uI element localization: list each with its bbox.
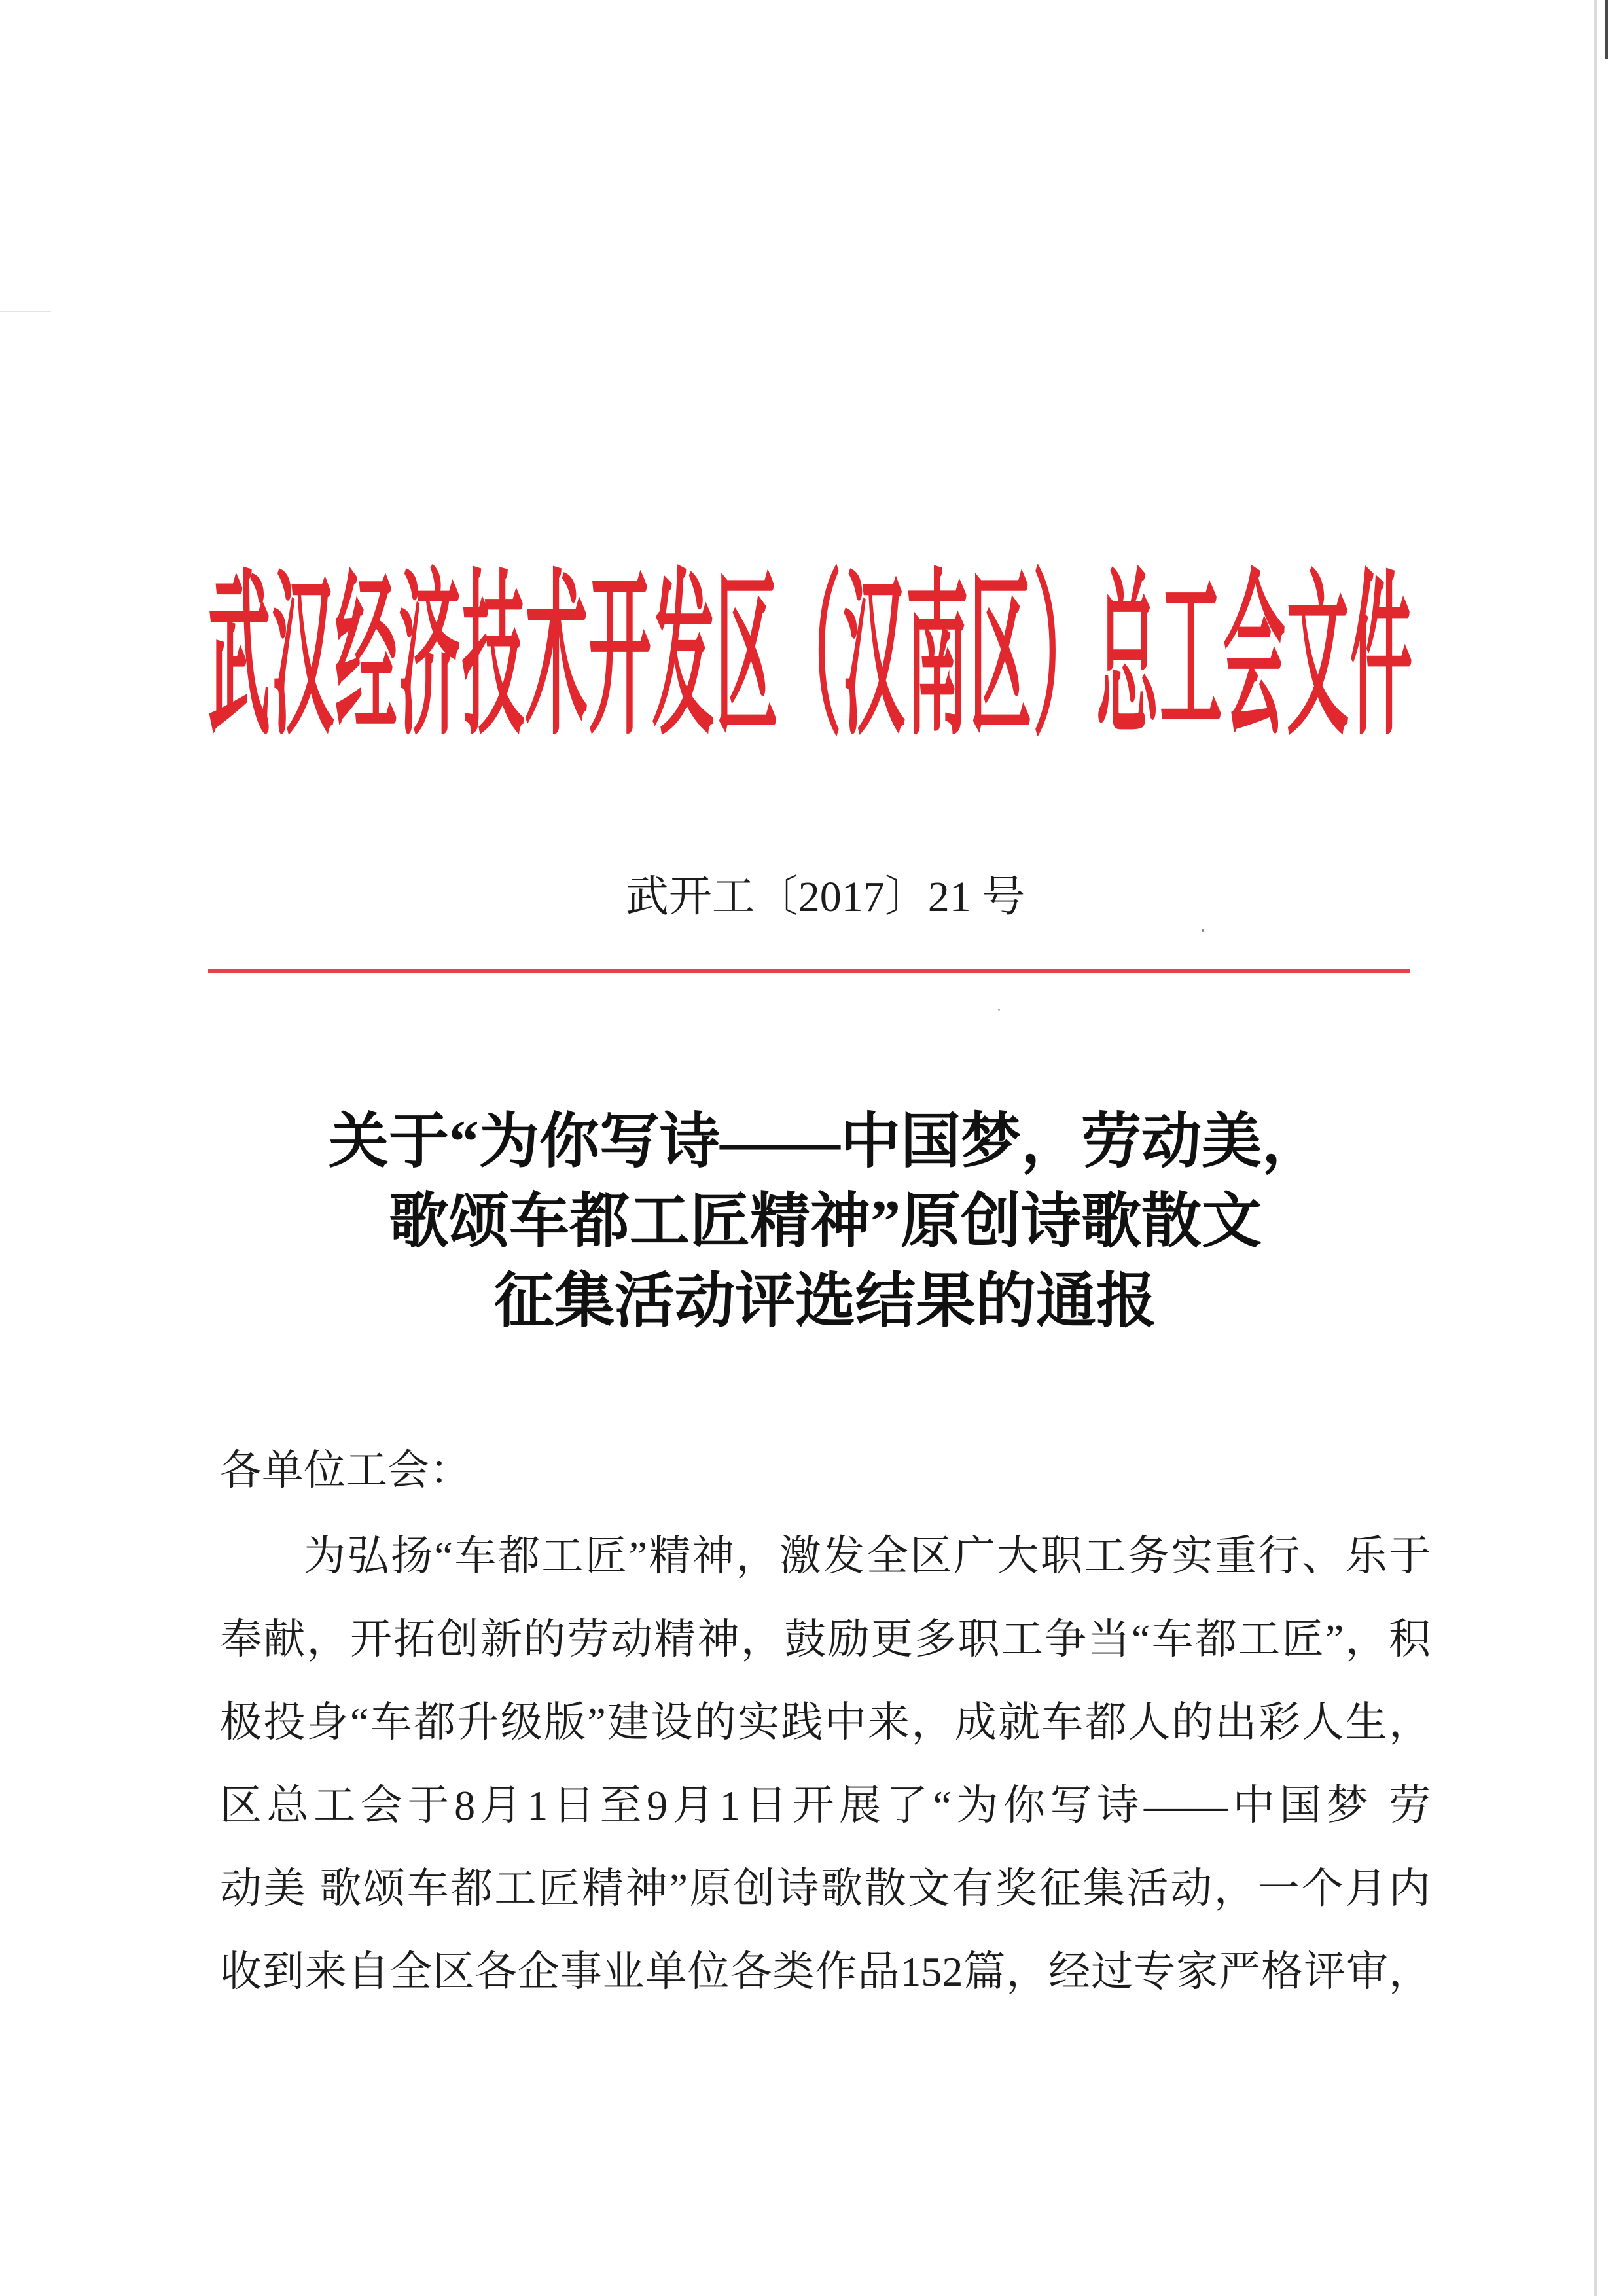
document-number: 武开工〔2017〕21 号 <box>625 873 1026 921</box>
title-line-2: 歌颂车都工匠精神”原创诗歌散文 <box>388 1188 1262 1255</box>
red-divider-line <box>208 969 1410 973</box>
scan-edge-line <box>1594 0 1597 2296</box>
body-line: 为弘扬“车都工匠”精神，激发全区广大职工务实重行、乐于 <box>304 1533 1431 1579</box>
salutation: 各单位工会： <box>220 1447 471 1494</box>
body-line: 动美 歌颂车都工匠精神”原创诗歌散文有奖征集活动，一个月内 <box>220 1865 1431 1912</box>
body-text <box>220 1515 1431 2013</box>
body-line: 极投身“车都升级版”建设的实践中来，成就车都人的出彩人生， <box>220 1699 1431 1746</box>
red-header-title: 武汉经济技术开发区（汉南区）总工会文件 <box>208 553 1412 761</box>
body-line: 奉献，开拓创新的劳动精神，鼓励更多职工争当“车都工匠”，积 <box>220 1616 1431 1662</box>
scan-speck <box>1202 929 1204 932</box>
title-line-3: 征集活动评选结果的通报 <box>493 1268 1156 1335</box>
document-title <box>220 1102 1431 1341</box>
scan-speck <box>998 1009 1000 1011</box>
title-line-1: 关于“为你写诗——中国梦，劳动美， <box>328 1108 1322 1175</box>
body-line: 收到来自全区各企事业单位各类作品152篇，经过专家严格评审， <box>220 1948 1431 1995</box>
scan-margin-mark <box>0 311 51 312</box>
body-line: 区总工会于8月1日至9月1日开展了“为你写诗——中国梦 劳 <box>220 1782 1431 1829</box>
scan-edge-mark <box>1605 0 1608 59</box>
